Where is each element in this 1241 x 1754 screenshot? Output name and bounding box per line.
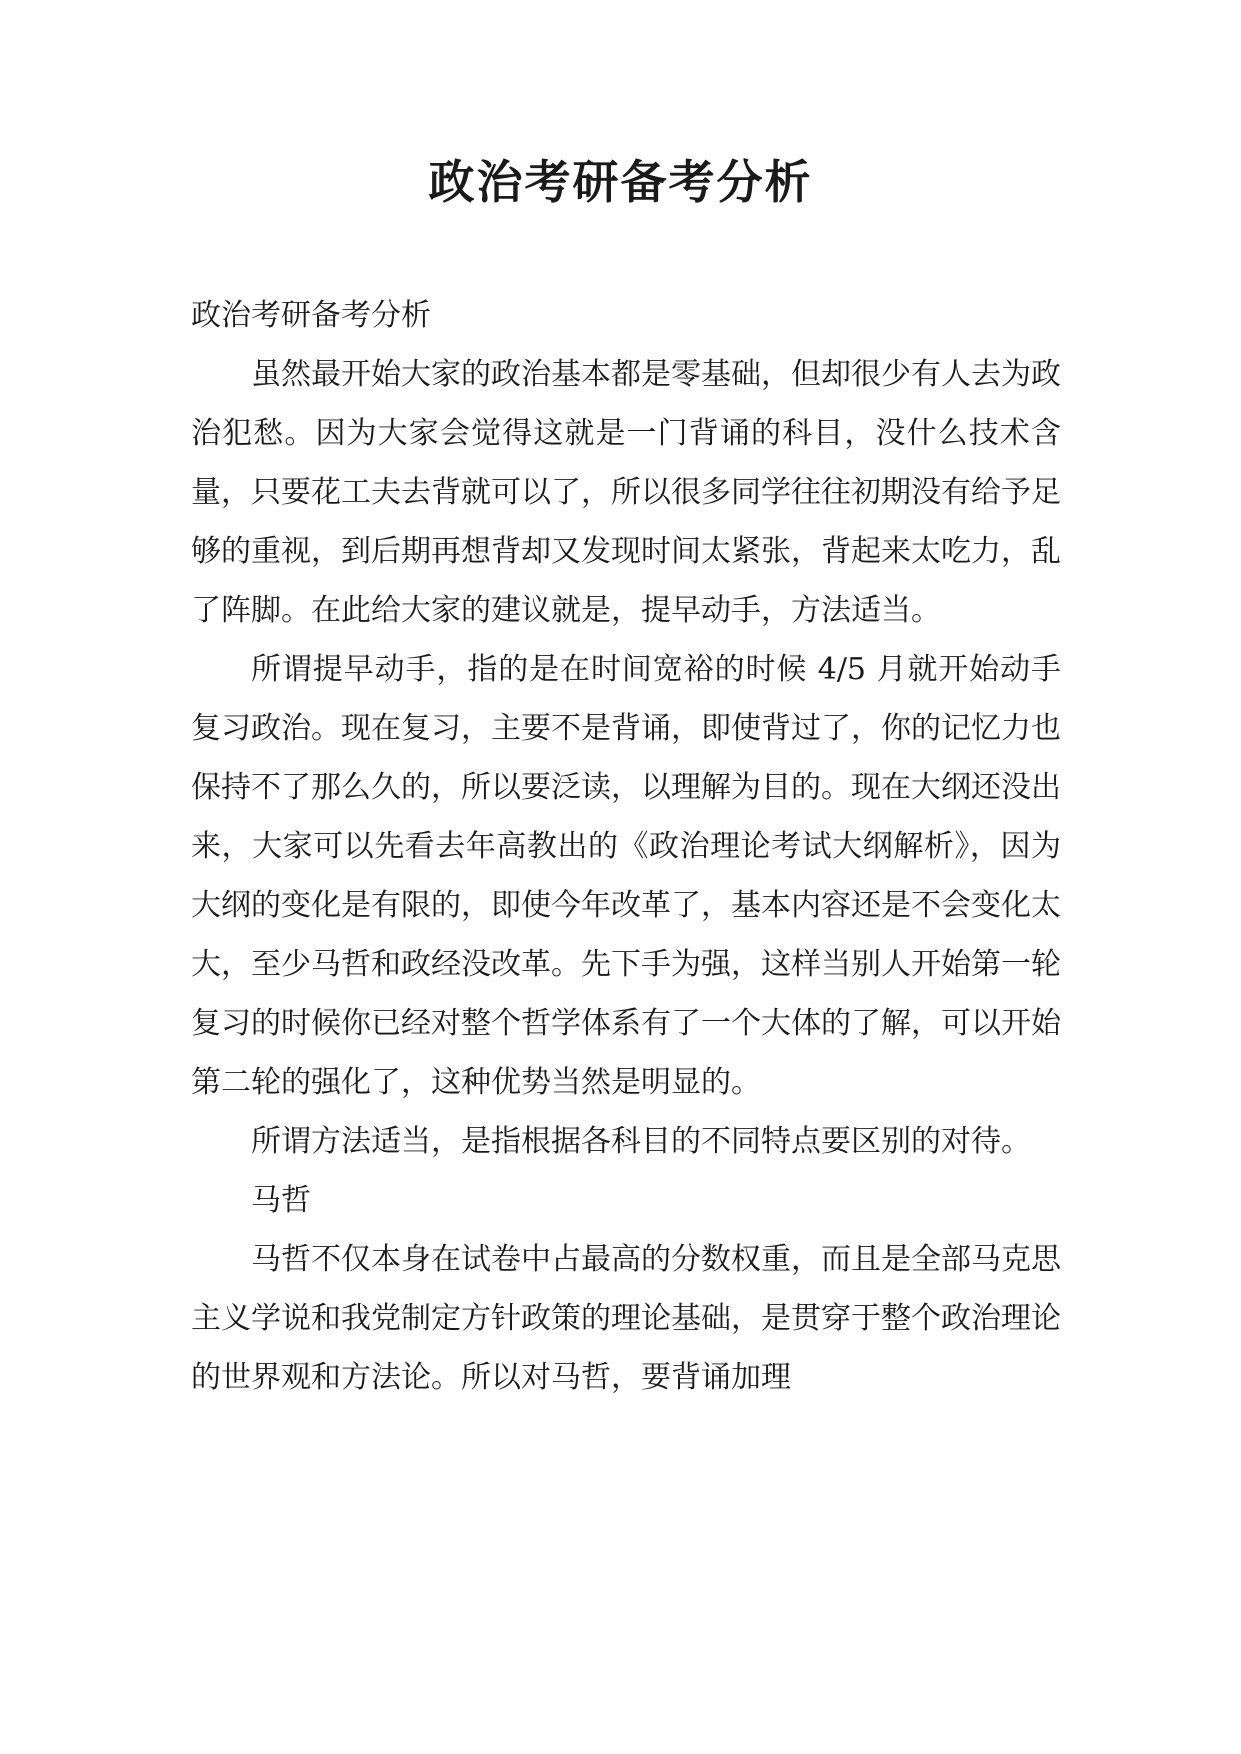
document-body xyxy=(191,286,1061,1407)
paragraph: 所谓提早动手，指的是在时间宽裕的时候 4/5 月就开始动手复习政治。现在复习，主要不是背诵，即使背过了，你的记忆力也保持不了那么久的，所以要泛读，以理解为目的。现在大纲还没出来，大家可以先看去年高教出的《政治理论考试大纲解析》，因为大纲的变化是有限的，即使今年改革了，基本内容还是不会变化太大，至少马哲和政经没改革。先下手为强，这样当别人开始第一轮复习的时候你已经对整个哲学体系有了一个大体的了解，可以开始第二轮的强化了，这种优势当然是明显的。 xyxy=(191,652,1061,1100)
paragraph-heading: 政治考研备考分析 xyxy=(191,298,431,333)
paragraph: 所谓方法适当，是指根据各科目的不同特点要区别的对待。 xyxy=(251,1124,1031,1159)
document-title: 政治考研备考分析 xyxy=(428,155,813,209)
paragraph: 马哲不仅本身在试卷中占最高的分数权重，而且是全部马克思主义学说和我党制定方针政策的理论基础，是贯穿于整个政治理论的世界观和方法论。所以对马哲，要背诵加理 xyxy=(191,1242,1061,1395)
paragraph: 虽然最开始大家的政治基本都是零基础，但却很少有人去为政治犯愁。因为大家会觉得这就是一门背诵的科目，没什么技术含量，只要花工夫去背就可以了，所以很多同学往往初期没有给予足够的重视，到后期再想背却又发现时间太紧张，背起来太吃力，乱了阵脚。在此给大家的建议就是，提早动手，方法适当。 xyxy=(191,357,1061,628)
section-heading-mazhe: 马哲 xyxy=(251,1183,311,1218)
